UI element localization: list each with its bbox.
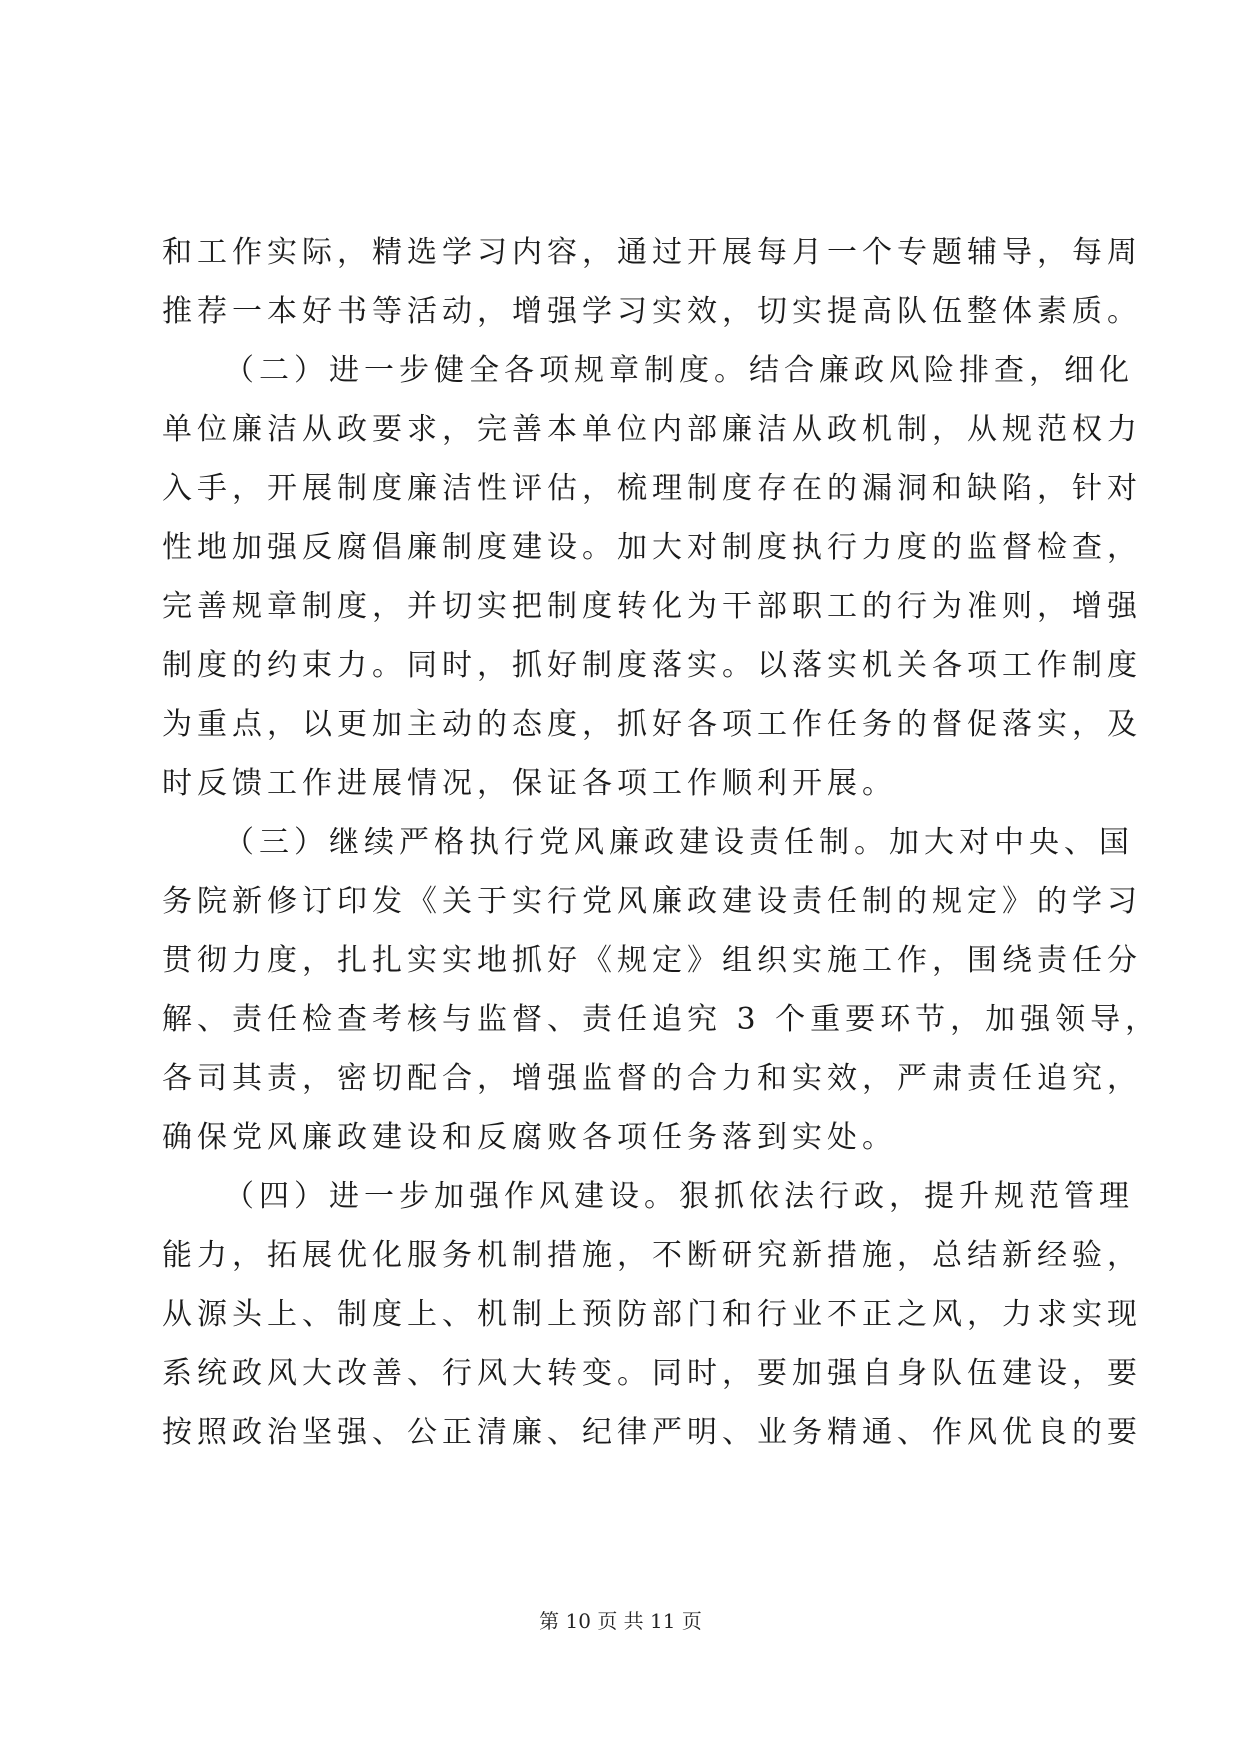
text-line: 按照政治坚强、公正清廉、纪律严明、业务精通、作风优良的要 [162, 1415, 1142, 1450]
text-line: 性地加强反腐倡廉制度建设。加大对制度执行力度的监督检查， [162, 530, 1142, 565]
text-line: 解、责任检查考核与监督、责任追究 3 个重要环节，加强领导， [162, 1002, 1161, 1037]
text-line: 贯彻力度，扎扎实实地抓好《规定》组织实施工作，围绕责任分 [162, 943, 1142, 978]
page-number-footer: 第 10 页 共 11 页 [539, 1609, 702, 1633]
text-line: 为重点，以更加主动的态度，抓好各项工作任务的督促落实，及 [162, 707, 1142, 742]
text-line: 完善规章制度，并切实把制度转化为干部职工的行为准则，增强 [162, 589, 1142, 624]
text-line: 推荐一本好书等活动，增强学习实效，切实提高队伍整体素质。 [162, 294, 1142, 329]
text-line: （二）进一步健全各项规章制度。结合廉政风险排查，细化 [224, 353, 1134, 388]
text-line: 入手，开展制度廉洁性评估，梳理制度存在的漏洞和缺陷，针对 [162, 471, 1142, 506]
text-line: 单位廉洁从政要求，完善本单位内部廉洁从政机制，从规范权力 [162, 412, 1142, 447]
text-line: 能力，拓展优化服务机制措施，不断研究新措施，总结新经验， [162, 1238, 1142, 1273]
text-line: 和工作实际，精选学习内容，通过开展每月一个专题辅导，每周 [162, 235, 1142, 270]
text-line: （三）继续严格执行党风廉政建设责任制。加大对中央、国 [224, 825, 1134, 860]
text-line: 制度的约束力。同时，抓好制度落实。以落实机关各项工作制度 [162, 648, 1142, 683]
body-text [162, 223, 1161, 1462]
text-line: 时反馈工作进展情况，保证各项工作顺利开展。 [162, 766, 897, 801]
text-line: 务院新修订印发《关于实行党风廉政建设责任制的规定》的学习 [162, 884, 1142, 919]
text-line: 从源头上、制度上、机制上预防部门和行业不正之风，力求实现 [162, 1297, 1142, 1332]
text-line: 各司其责，密切配合，增强监督的合力和实效，严肃责任追究， [162, 1061, 1142, 1096]
text-line: 系统政风大改善、行风大转变。同时，要加强自身队伍建设，要 [162, 1356, 1142, 1391]
text-line: 确保党风廉政建设和反腐败各项任务落到实处。 [162, 1120, 897, 1155]
text-line: （四）进一步加强作风建设。狠抓依法行政，提升规范管理 [224, 1179, 1134, 1214]
